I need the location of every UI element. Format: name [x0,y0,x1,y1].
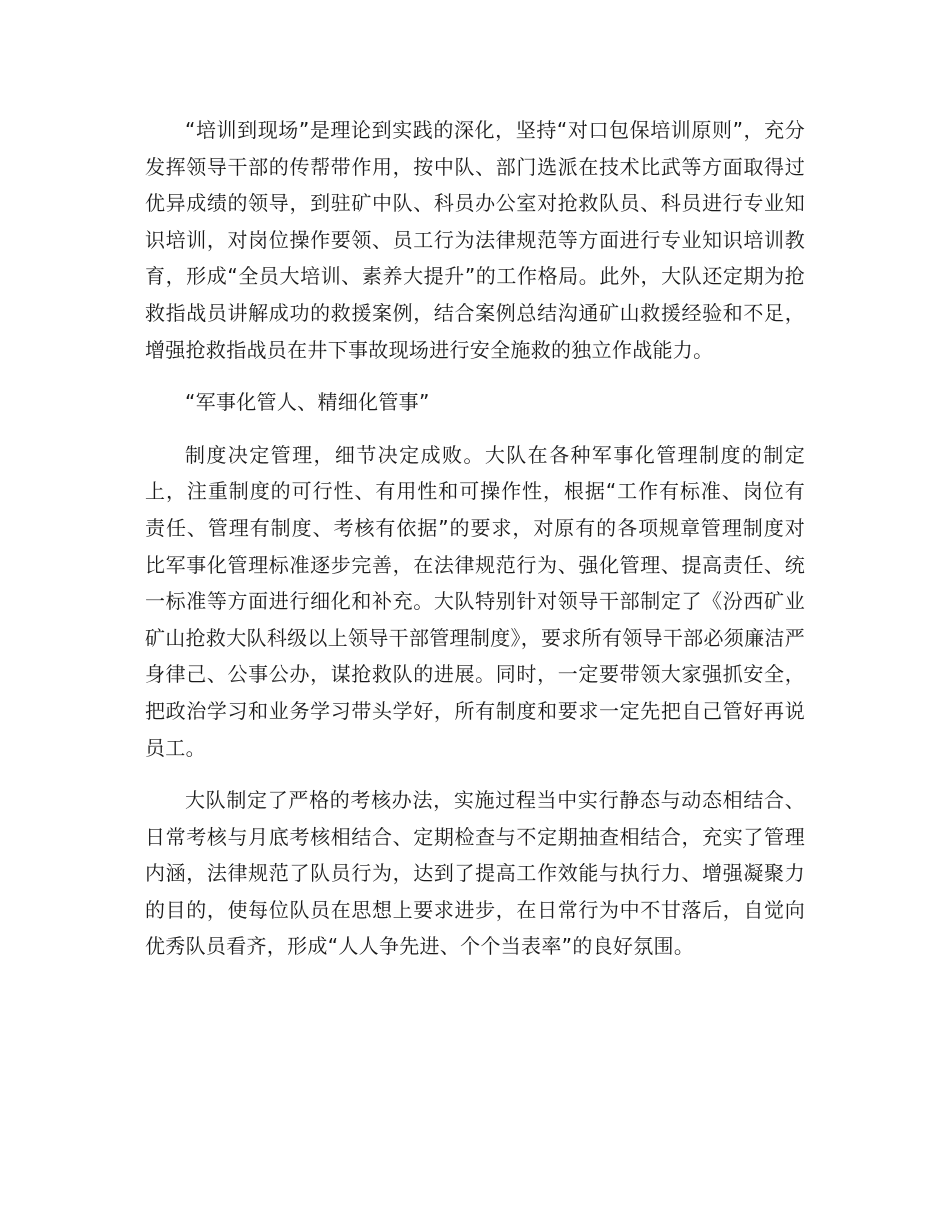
document-body [145,112,805,965]
paragraph-assessment-methods: 大队制定了严格的考核办法，实施过程当中实行静态与动态相结合、日常考核与月底考核相结合、定期检查与不定期抽查相结合，充实了管理内涵，法律规范了队员行为，达到了提高工作效能与执行力、增强凝聚力的目的，使每位队员在思想上要求进步，在日常行为中不甘落后，自觉向优秀队员看齐，形成“人人争先进、个个当表率”的良好氛围。 [145,788,805,959]
paragraph-system-management: 制度决定管理，细节决定成败。大队在各种军事化管理制度的制定上，注重制度的可行性、有用性和可操作性，根据“工作有标准、岗位有责任、管理有制度、考核有依据”的要求，对原有的各项规章管理制度对比军事化管理标准逐步完善，在法律规范行为、强化管理、提高责任、统一标准等方面进行细化和补充。大队特别针对领导干部制定了《汾西矿业矿山抢救大队科级以上领导干部管理制度》，要求所有领导干部必须廉洁严身律己、公事公办，谋抢救队的进展。同时，一定要带领大家强抓安全，把政治学习和业务学习带头学好，所有制度和要求一定先把自己管好再说员工。 [145,442,805,760]
paragraph-training-on-site: “培训到现场”是理论到实践的深化，坚持“对口包保培训原则”，充分发挥领导干部的传帮带作用，按中队、部门选派在技术比武等方面取得过优异成绩的领导，到驻矿中队、科员办公室对抢救队员、科员进行专业知识培训，对岗位操作要领、员工行为法律规范等方面进行专业知识培训教育，形成“全员大培训、素养大提升”的工作格局。此外，大队还定期为抢救指战员讲解成功的救援案例，结合案例总结沟通矿山救援经验和不足，增强抢救指战员在井下事故现场进行安全施救的独立作战能力。 [145,118,805,362]
section-heading-military-management: “军事化管人、精细化管事” [185,390,430,415]
